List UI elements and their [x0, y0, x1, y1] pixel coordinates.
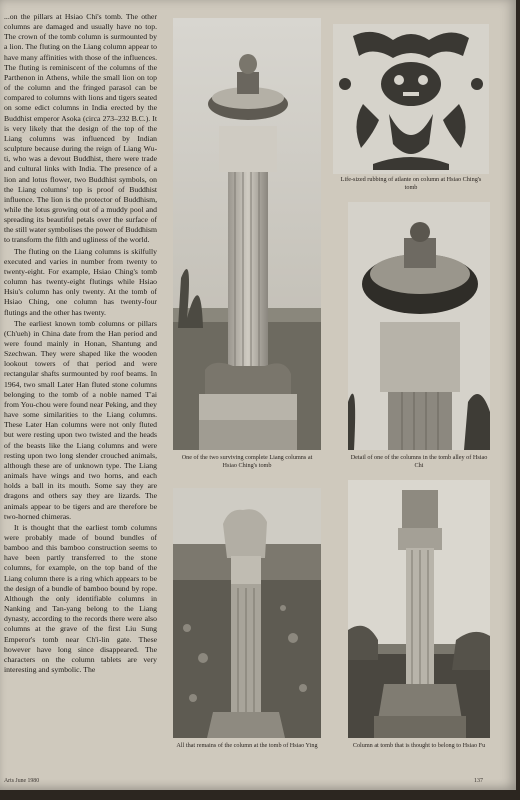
article-paragraph: The fluting on the Liang columns is skilfully executed and varies in number from twenty to twenty-eight. For example, Hsiao Ching's tomb column has twenty-eight flutings while Hsiao Hsiu's column has only twenty. At the tomb of Hsiao Ching, one column has twenty-four flutings and the other has twenty.: [4, 246, 157, 317]
caption-column-remains: All that remains of the column at the tomb of Hsiao Ying: [176, 742, 318, 749]
photo-column-hsiao-fu: [348, 480, 490, 738]
article-paragraph: The earliest known tomb columns or pillars (Ch'ueh) in China date from the Han period and were found mainly in Honan, Shantung and Szechwan. They were shaped like the wooden lookout towers of that period and were rectangular shafts surmounted by roof beams. In 1964, two small Later Han fluted stone columns belonging to the tomb of a noble named T'ai from You-chou were found near Peking, and they have some similarities to the Liang columns. These Later Han columns were not only fluted but were resting upon two twisted and the heads of the beasts like the Liang columns and were resting upon two long slender crouched animals, although these are of unknown type. The Liang animals have wings and two horns, and each holds a ball in its mouth. Some say they are dragons and others say they are lizards. The animals appear to be tigers and are therefore be two-horned chimeras.: [4, 318, 157, 521]
article-paragraph: It is thought that the earliest tomb columns were probably made of bound bundles of bamboo and this bamboo construction seems to have been partly transferred to the stone columns, for example, on the top band of the Liang column there is a ring which appears to be the design of a bundle of bamboo bound by rope. Although the only identifiable columns in Nanking and Tan-yang belong to the Liang dynasty, according to the records there were also columns at the grave of the first Liu Sung Emperor's tomb near Ch'i-lin gate. These however have long since disappeared. The characters on the column tablets are very interesting and symbolic. The: [4, 522, 157, 674]
caption-atlante-rubbing: Life-sized rubbing of atlante on column at Hsiao Ching's tomb: [340, 176, 482, 192]
footer-publication: Arts June 1980: [4, 778, 40, 784]
caption-complete-column: One of the two surviving complete Liang columns at Hsiao Ching's tomb: [181, 454, 313, 470]
caption-column-hsiao-fu: Column at tomb that is thought to belong to Hsiao Fu: [352, 742, 486, 749]
article-text-column: [0, 12, 160, 772]
photo-complete-column: [173, 18, 321, 450]
page-number: 137: [474, 778, 483, 784]
article-paragraph: ...on the pillars at Hsiao Chi's tomb. The other columns are damaged and usually have no top. The crown of the tomb column is surmounted by a lion. The fluting on the Liang column appear to have many affinities with those of the influences. The fluting is reminiscent of the columns of the Parthenon in Athens, while the small lion on top of the column and the fringed parasol can be compared to columns with lions and tigers seated on some edict columns in India erected by the Buddhist emperor Asoka (circa 273–232 B.C.). It is very likely that the design of the top of the Liang columns was influenced by Indian sculpture because during the reign of Liang Wu-ti, who was a devout Buddhist, there were trade and cultural links with India. The presence of a lion and lotus flower, two Buddhist symbols, on the Liang columns' top is proof of Buddhist influence. The lion is the protector of Buddhism, while the lotus growing out of a muddy pool and spreading its beautiful petals over the surface of the still water symbolises the power of Buddhism to transform the filth and ugliness of the world.: [4, 12, 157, 245]
photo-column-remains: [173, 488, 321, 738]
photo-atlante-rubbing: [333, 24, 489, 174]
photo-column-detail: [348, 202, 490, 450]
caption-column-detail: Detail of one of the columns in the tomb alley of Hsiao Chi: [350, 454, 488, 470]
